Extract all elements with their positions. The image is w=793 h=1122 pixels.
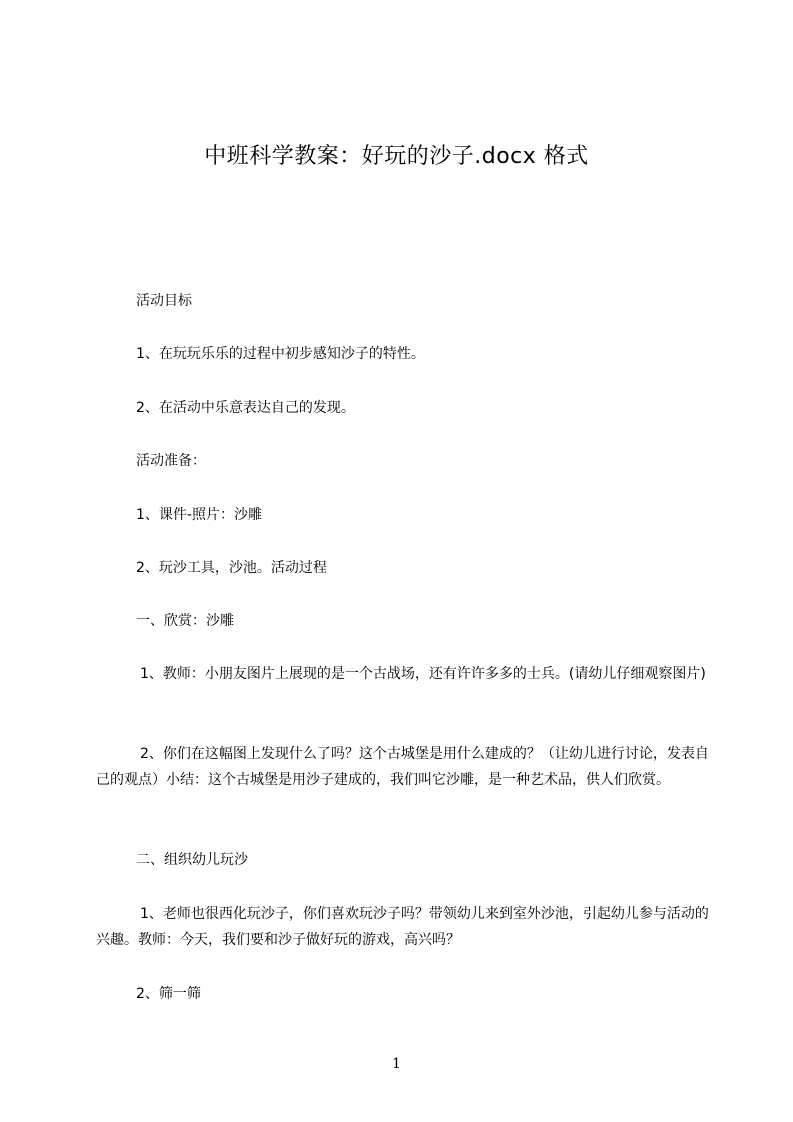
page-number: 1 <box>392 1056 401 1072</box>
paragraph-goal-2: 2、在活动中乐意表达自己的发现。 <box>136 400 355 416</box>
paragraph-section-1-heading: 一、欣赏：沙雕 <box>136 613 234 629</box>
paragraph-section-2-item-2: 2、筛一筛 <box>136 986 201 1002</box>
paragraph-goal-1: 1、在玩玩乐乐的过程中初步感知沙子的特性。 <box>136 346 425 362</box>
document-title: 中班科学教案：好玩的沙子.docx 格式 <box>204 144 589 169</box>
paragraph-preparation-heading: 活动准备： <box>136 453 206 469</box>
paragraph-section-1-item-2: 2、你们在这幅图上发现什么了吗？这个古城堡是用什么建成的？（让幼儿进行讨论，发表自己的观点）小结：这个古城堡是用沙子建成的，我们叫它沙雕，是一种艺术品，供人们欣赏。 <box>96 746 709 788</box>
paragraph-preparation-1: 1、课件-照片：沙雕 <box>136 507 262 523</box>
paragraph-section-2-item-1: 1、老师也很西化玩沙子，你们喜欢玩沙子吗？带领幼儿来到室外沙池，引起幼儿参与活动的兴趣。教师：今天，我们要和沙子做好玩的游戏，高兴吗？ <box>96 906 709 948</box>
paragraph-section-1-item-1: 1、教师：小朋友图片上展现的是一个古战场，还有许许多多的士兵。(请幼儿仔细观察图片) <box>140 666 706 682</box>
paragraph-activity-goals-heading: 活动目标 <box>136 293 192 309</box>
paragraph-preparation-2: 2、玩沙工具，沙池。活动过程 <box>136 560 327 576</box>
paragraph-section-2-heading: 二、组织幼儿玩沙 <box>136 852 248 868</box>
